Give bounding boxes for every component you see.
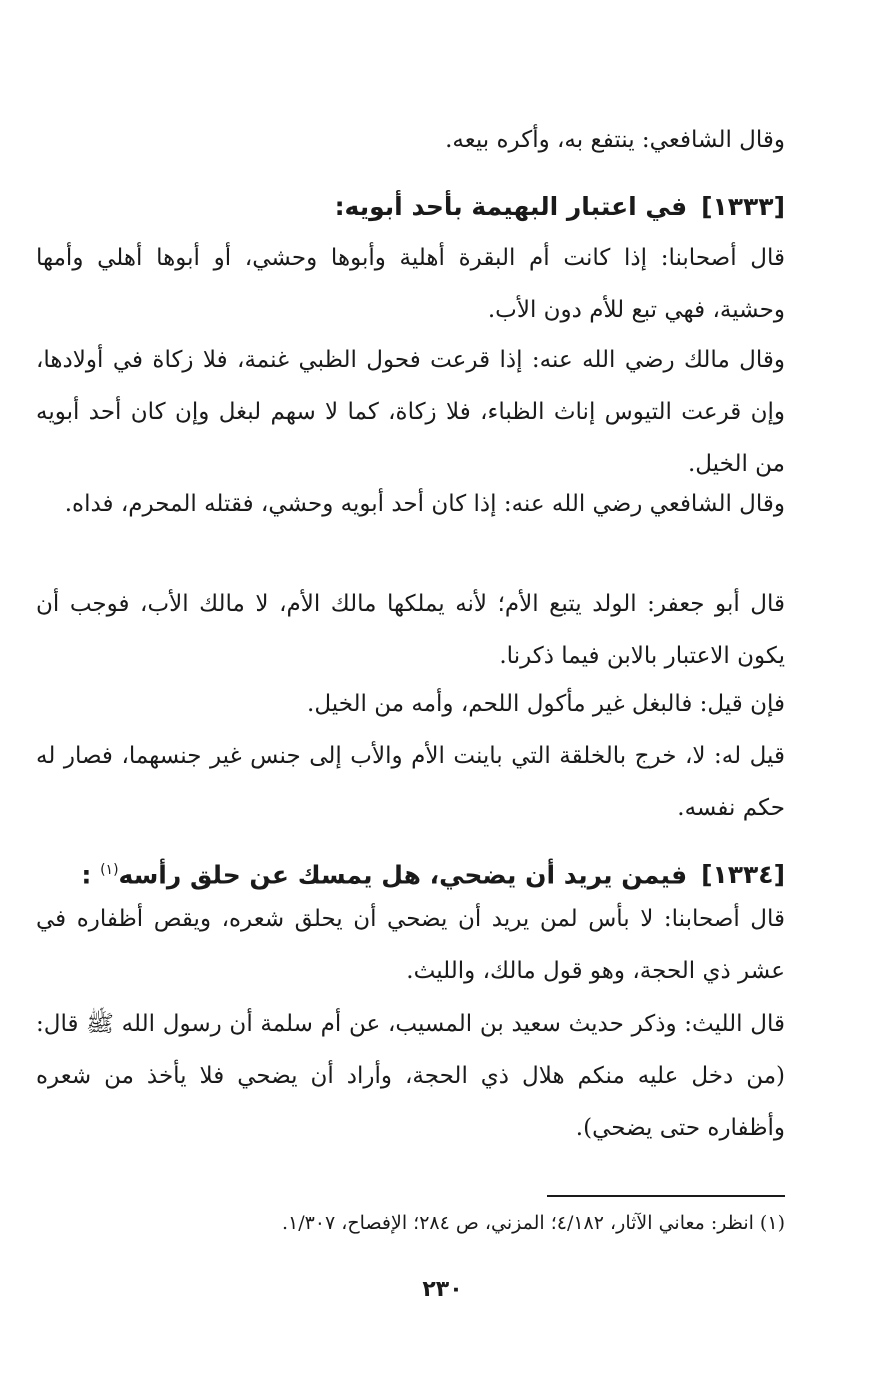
section-number: [١٣٣٤]	[701, 860, 785, 890]
paragraph: قال الليث: وذكر حديث سعيد بن المسيب، عن أم سلمة أن رسول الله ﷺ قال: (من دخل عليه منكم هلال ذي الحجة، وأراد أن يضحي فلا يأخذ من شعره وأظفاره حتى يضحي).	[36, 1011, 785, 1141]
section-title: فيمن يريد أن يضحي، هل يمسك عن حلق رأسه	[118, 860, 688, 890]
title-end: :	[81, 860, 92, 890]
section-heading-1333	[36, 187, 785, 227]
footnote-reference: (١)	[100, 862, 119, 878]
section-heading-1334	[36, 850, 785, 895]
page-number: ٢٣٠	[422, 1277, 463, 1302]
paragraph: وقال الشافعي رضي الله عنه: إذا كان أحد أبويه وحشي، فقتله المحرم، فداه.	[64, 491, 785, 517]
paragraph: قال أصحابنا: لا بأس لمن يريد أن يضحي أن يحلق شعره، ويقص أظفاره في عشر ذي الحجة، وهو قول مالك، والليث.	[36, 906, 785, 984]
footnote-divider	[547, 1195, 785, 1197]
footnote: (١) انظر: معاني الآثار، ٤/١٨٢؛ المزني، ص ٢٨٤؛ الإفصاح، ١/٣٠٧.	[281, 1212, 785, 1234]
section-title: في اعتبار البهيمة بأحد أبويه:	[334, 192, 688, 221]
paragraph: قال أبو جعفر: الولد يتبع الأم؛ لأنه يملكها مالك الأم، لا مالك الأب، فوجب أن يكون الاعتبار بالابن فيما ذكرنا.	[36, 591, 785, 669]
book-page	[36, 0, 785, 1379]
paragraph: وقال مالك رضي الله عنه: إذا قرعت فحول الظبي غنمة، فلا زكاة في أولادها، وإن قرعت التيوس إناث الظباء، فلا زكاة، كما لا سهم لبغل وإن كان أحد أبويه من الخيل.	[36, 347, 785, 477]
section-number: [١٣٣٣]	[701, 192, 785, 221]
paragraph: فإن قيل: فالبغل غير مأكول اللحم، وأمه من الخيل.	[307, 691, 785, 717]
intro-line: وقال الشافعي: ينتفع به، وأكره بيعه.	[445, 127, 785, 153]
paragraph: قيل له: لا، خرج بالخلقة التي باينت الأم والأب إلى جنس غير جنسهما، فصار له حكم نفسه.	[36, 743, 785, 821]
paragraph: قال أصحابنا: إذا كانت أم البقرة أهلية وأبوها وحشي، أو أبوها أهلي وأمها وحشية، فهي تبع للأم دون الأب.	[36, 245, 785, 323]
